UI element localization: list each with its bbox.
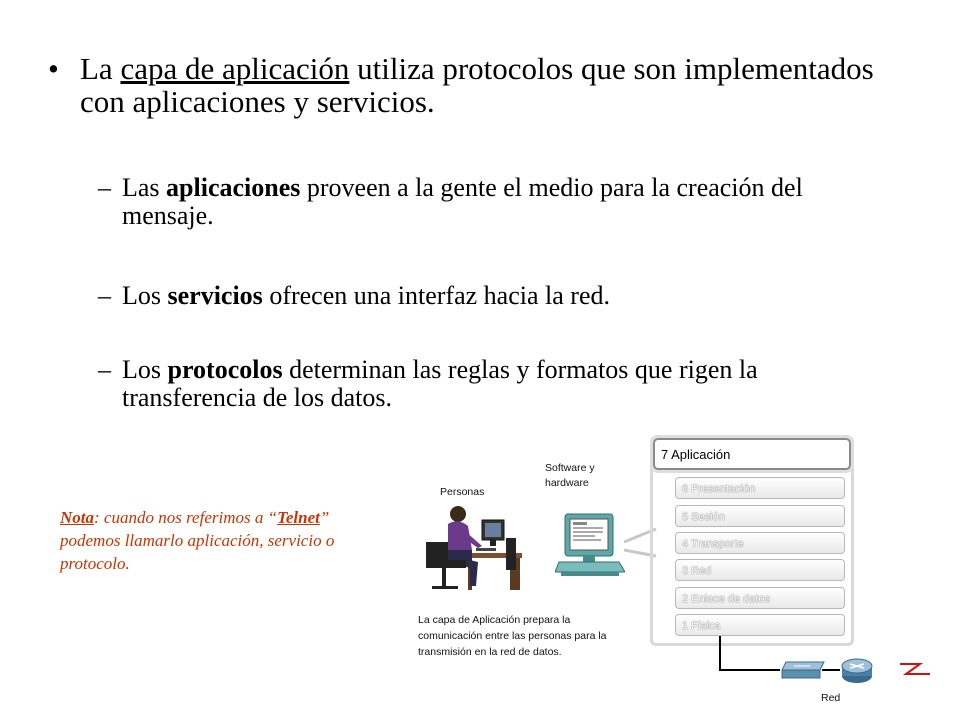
layer-3-red: 3 Red	[675, 559, 845, 581]
layer-4-transporte: 4 Transporte	[675, 532, 845, 554]
router-icon	[840, 656, 874, 686]
layer-2-enlace: 2 Enlace de datos	[675, 587, 845, 609]
person-at-computer-icon	[418, 498, 528, 598]
caption-line3: transmisión en la red de datos.	[418, 646, 562, 658]
main-bullet-prefix: La	[80, 51, 121, 86]
note: Nota: cuando nos referimos a “Telnet” podemos llamarlo aplicación, servicio o protocolo.	[60, 508, 335, 573]
dash: –	[98, 355, 111, 384]
layer-7-aplicacion: 7 Aplicación	[653, 438, 851, 470]
caption-line2: comunicación entre las personas para la	[418, 630, 607, 642]
software-label-line1: Software y	[545, 462, 595, 474]
term-aplicaciones: aplicaciones	[166, 173, 301, 202]
caption-line1: La capa de Aplicación prepara la	[418, 614, 571, 626]
software-label-line2: hardware	[545, 477, 589, 489]
dash: –	[98, 281, 111, 310]
computer-icon	[555, 510, 625, 582]
osi-diagram	[400, 430, 960, 720]
main-bullet-rest: utiliza protocolos que son implementados con aplicaciones y servicios.	[80, 51, 874, 119]
note-keyword: Nota	[60, 508, 94, 527]
layer-5-sesion: 5 Sesión	[675, 505, 845, 527]
bullet-dot: •	[48, 51, 59, 86]
main-bullet-text	[80, 52, 920, 118]
red-label: Red	[821, 692, 841, 704]
switch-icon	[780, 658, 826, 684]
term-servicios: servicios	[167, 281, 263, 310]
personas-label: Personas	[440, 486, 485, 498]
term-protocolos: protocolos	[167, 355, 283, 384]
dash: –	[98, 173, 111, 202]
note-telnet: Telnet	[277, 508, 320, 527]
layer-6-presentacion: 6 Presentación	[675, 477, 845, 499]
main-bullet-underlined-term: capa de aplicación	[120, 51, 350, 86]
layer-1-fisica: 1 Física	[675, 614, 845, 636]
